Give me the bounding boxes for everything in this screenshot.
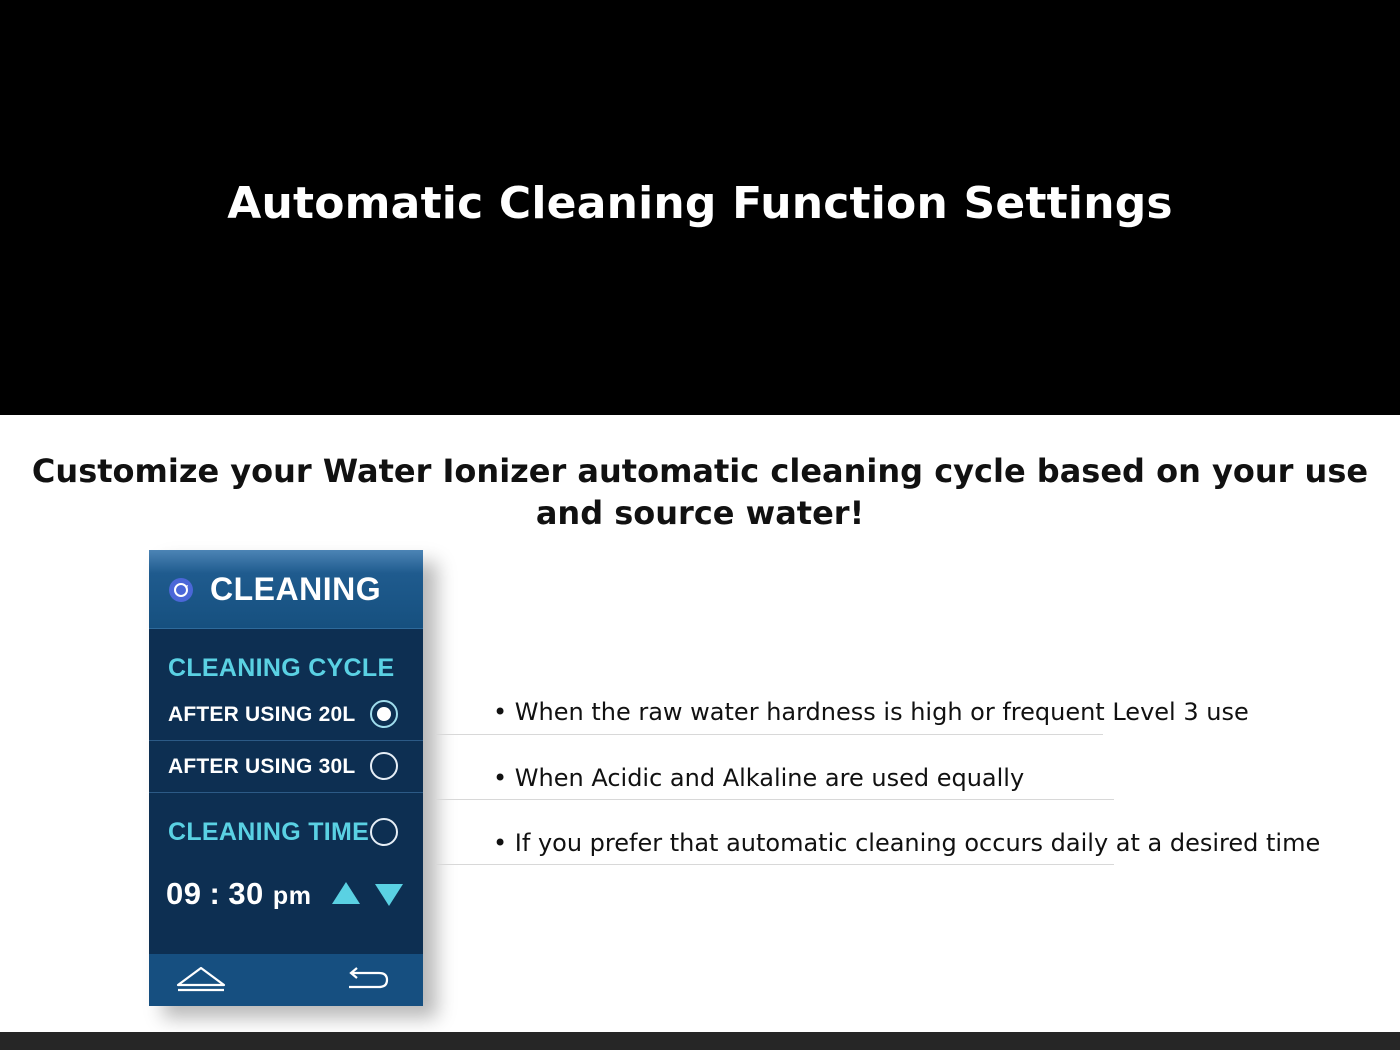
bullet-hardness: • When the raw water hardness is high or frequent Level 3 use	[493, 698, 1249, 726]
page-title: Automatic Cleaning Function Settings	[227, 178, 1173, 229]
subtitle: Customize your Water Ionizer automatic cleaning cycle based on your use and source water!	[31, 452, 1369, 532]
time-display	[166, 876, 311, 912]
time-up-arrow-icon[interactable]	[331, 880, 361, 906]
time-down-arrow-icon[interactable]	[374, 882, 404, 908]
bullet-daily-time: • If you prefer that automatic cleaning occurs daily at a desired time	[493, 829, 1321, 857]
bullet-equal-use: • When Acidic and Alkaline are used equally	[493, 764, 1025, 792]
cleaning-time-radio[interactable]	[370, 818, 398, 846]
time-minute: 30	[228, 876, 264, 911]
cleaning-cycle-label: CLEANING CYCLE	[168, 654, 395, 682]
option-20l-label[interactable]: AFTER USING 20L	[168, 703, 356, 726]
cleaning-time-label: CLEANING TIME	[168, 818, 370, 846]
time-ampm: pm	[272, 882, 312, 910]
title-banner	[0, 0, 1400, 415]
connector-line	[435, 734, 1103, 735]
back-icon[interactable]	[343, 963, 391, 993]
time-hour: 09	[166, 876, 202, 911]
cleaning-settings-screen	[149, 550, 423, 1006]
screen-title: CLEANING	[210, 571, 382, 607]
connector-line	[435, 799, 1114, 800]
home-icon[interactable]	[175, 963, 227, 993]
connector-line	[435, 864, 1114, 865]
cleaning-icon	[168, 577, 194, 603]
divider	[149, 740, 423, 741]
screen-footer	[149, 954, 423, 1006]
bottom-bar	[0, 1032, 1400, 1050]
divider	[149, 792, 423, 793]
option-20l-radio[interactable]	[370, 700, 398, 728]
option-30l-radio[interactable]	[370, 752, 398, 780]
time-separator: :	[209, 876, 221, 911]
screen-header	[149, 550, 423, 629]
option-30l-label[interactable]: AFTER USING 30L	[168, 755, 356, 778]
